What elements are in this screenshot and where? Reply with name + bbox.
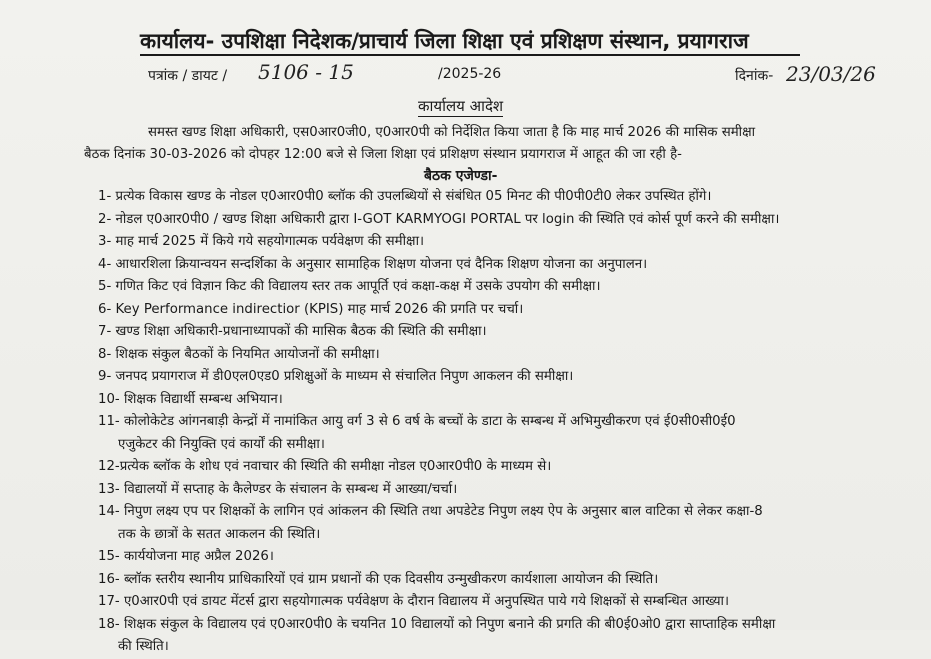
agenda-item bbox=[98, 254, 918, 277]
agenda-item-text: 6- Key Performance indirectior (KPIS) माह मार्च 2026 की प्रगति पर चर्चा। bbox=[98, 301, 524, 317]
agenda-item bbox=[98, 591, 918, 614]
intro-line-2: बैठक दिनांक 30-03-2026 को दोपहर 12:00 बजे से जिला शिक्षा एवं प्रशिक्षण संस्थान प्रयागराज में आहूत की जा रही है- bbox=[84, 147, 682, 162]
agenda-item-text: 13- विद्यालयों में सप्ताह के कैलेण्डर के संचालन के सम्बन्ध में आख्या/चर्चा। bbox=[98, 481, 458, 497]
agenda-item-text: 14- निपुण लक्ष्य एप पर शिक्षकों के लागिन एवं आंकलन की स्थिति तथा अपडेटेड निपुण लक्ष्य ऐप के अनुसार बाल वाटिका से लेकर कक्षा-8 bbox=[98, 504, 763, 519]
agenda-list bbox=[98, 186, 918, 659]
agenda-item bbox=[98, 186, 918, 209]
agenda-item bbox=[98, 344, 918, 367]
agenda-item bbox=[98, 231, 918, 254]
agenda-item bbox=[98, 389, 918, 412]
agenda-title: बैठक एजेण्डा- bbox=[424, 168, 498, 184]
agenda-item bbox=[98, 411, 918, 456]
reference-label: पत्रांक / डायट / bbox=[148, 68, 228, 84]
agenda-item-text: 17- ए0आर0पी एवं डायट मेंटर्स द्वारा सहयोगात्मक पर्यवेक्षण के दौरान विद्यालय में अनुपस्थित पाये गये शिक्षकों से सम्बन्धित आख्या। bbox=[98, 594, 730, 609]
agenda-item bbox=[98, 501, 918, 546]
agenda-item bbox=[98, 321, 918, 344]
agenda-item bbox=[98, 276, 918, 299]
agenda-item bbox=[98, 456, 918, 479]
agenda-item-text: 5- गणित किट एवं विज्ञान किट की विद्यालय स्तर तक आपूर्ति एवं कक्षा-कक्ष में उसके उपयोग की समीक्षा। bbox=[98, 279, 601, 294]
agenda-item-text: 2- नोडल ए0आर0पी0 / खण्ड शिक्षा अधिकारी द्वारा I-GOT KARMYOGI PORTAL पर login की स्थिति एवं कोर्स पूर्ण करने की समीक्षा। bbox=[98, 211, 780, 227]
agenda-item-text: 4- आधारशिला क्रियान्वयन सन्दर्शिका के अनुसार सामाहिक शिक्षण योजना एवं दैनिक शिक्षण योजना का अनुपालन। bbox=[98, 256, 648, 272]
agenda-item bbox=[98, 299, 918, 322]
agenda-item-text: 9- जनपद प्रयागराज में डी0एल0एड0 प्रशिक्षुओं के माध्यम से संचालित निपुण आकलन की समीक्षा। bbox=[98, 369, 574, 384]
reference-year: /2025-26 bbox=[438, 66, 502, 82]
office-title: कार्यालय- उपशिक्षा निदेशक/प्राचार्य जिला शिक्षा एवं प्रशिक्षण संस्थान, प्रयागराज bbox=[140, 28, 800, 56]
agenda-item bbox=[98, 366, 918, 389]
order-title: कार्यालय आदेश bbox=[418, 97, 504, 115]
agenda-item-text: 1- प्रत्येक विकास खण्ड के नोडल ए0आर0पी0 ब्लॉक की उपलब्धियों से संबंधित 05 मिनट की पी0पी0टी0 लेकर उपस्थित होंगे। bbox=[98, 189, 712, 204]
agenda-item-text: 12-प्रत्येक ब्लॉक के शोध एवं नवाचार की स्थिति की समीक्षा नोडल ए0आर0पी0 के माध्यम से। bbox=[98, 459, 552, 474]
agenda-item-continuation: एजुकेटर की नियुक्ति एवं कार्यों की समीक्षा। bbox=[118, 436, 325, 452]
intro-line-1: समस्त खण्ड शिक्षा अधिकारी, एस0आर0जी0, ए0आर0पी को निर्देशित किया जाता है कि माह मार्च 2026 की मासिक समीक्षा bbox=[148, 125, 756, 140]
handwritten-date: 23/03/26 bbox=[786, 62, 876, 86]
agenda-item-text: 8- शिक्षक संकुल बैठकों के नियमित आयोजनों की समीक्षा। bbox=[98, 346, 380, 362]
agenda-item-text: 10- शिक्षक विद्यार्थी सम्बन्ध अभियान। bbox=[98, 391, 283, 407]
agenda-item-text: 3- माह मार्च 2025 में किये गये सहयोगात्मक पर्यवेक्षण की समीक्षा। bbox=[98, 234, 425, 249]
agenda-item-text: 15- कार्ययोजना माह अप्रैल 2026। bbox=[98, 549, 274, 564]
agenda-item-text: 7- खण्ड शिक्षा अधिकारी-प्रधानाध्यापकों की मासिक बैठक की स्थिति की समीक्षा। bbox=[98, 324, 487, 339]
agenda-item-continuation: तक के छात्रों के सतत आकलन की स्थिति। bbox=[118, 526, 321, 542]
agenda-item-text: 11- कोलोकेटेड आंगनबाड़ी केन्द्रों में नामांकित आयु वर्ग 3 से 6 वर्ष के बच्चों के डाटा के सम्बन्ध में अभिमुखीकरण एवं ई0सी0सी0ई0 bbox=[98, 414, 736, 429]
agenda-item bbox=[98, 546, 918, 569]
agenda-item bbox=[98, 569, 918, 592]
agenda-item bbox=[98, 209, 918, 232]
agenda-item-continuation: की स्थिति। bbox=[118, 639, 169, 654]
agenda-item bbox=[98, 614, 918, 659]
agenda-item-text: 16- ब्लॉक स्तरीय स्थानीय प्राधिकारियों एवं ग्राम प्रधानों की एक दिवसीय उन्मुखीकरण कार्यशाला आयोजन की स्थिति। bbox=[98, 571, 659, 587]
handwritten-reference-number: 5106 - 15 bbox=[258, 60, 354, 84]
agenda-item-text: 18- शिक्षक संकुल के विद्यालय एवं ए0आर0पी0 के चयनित 10 विद्यालयों को निपुण बनाने की प्रगति की बी0ई0ओ0 द्वारा साप्ताहिक समीक्षा bbox=[98, 616, 776, 632]
agenda-item bbox=[98, 479, 918, 502]
date-label: दिनांक- bbox=[735, 68, 774, 84]
